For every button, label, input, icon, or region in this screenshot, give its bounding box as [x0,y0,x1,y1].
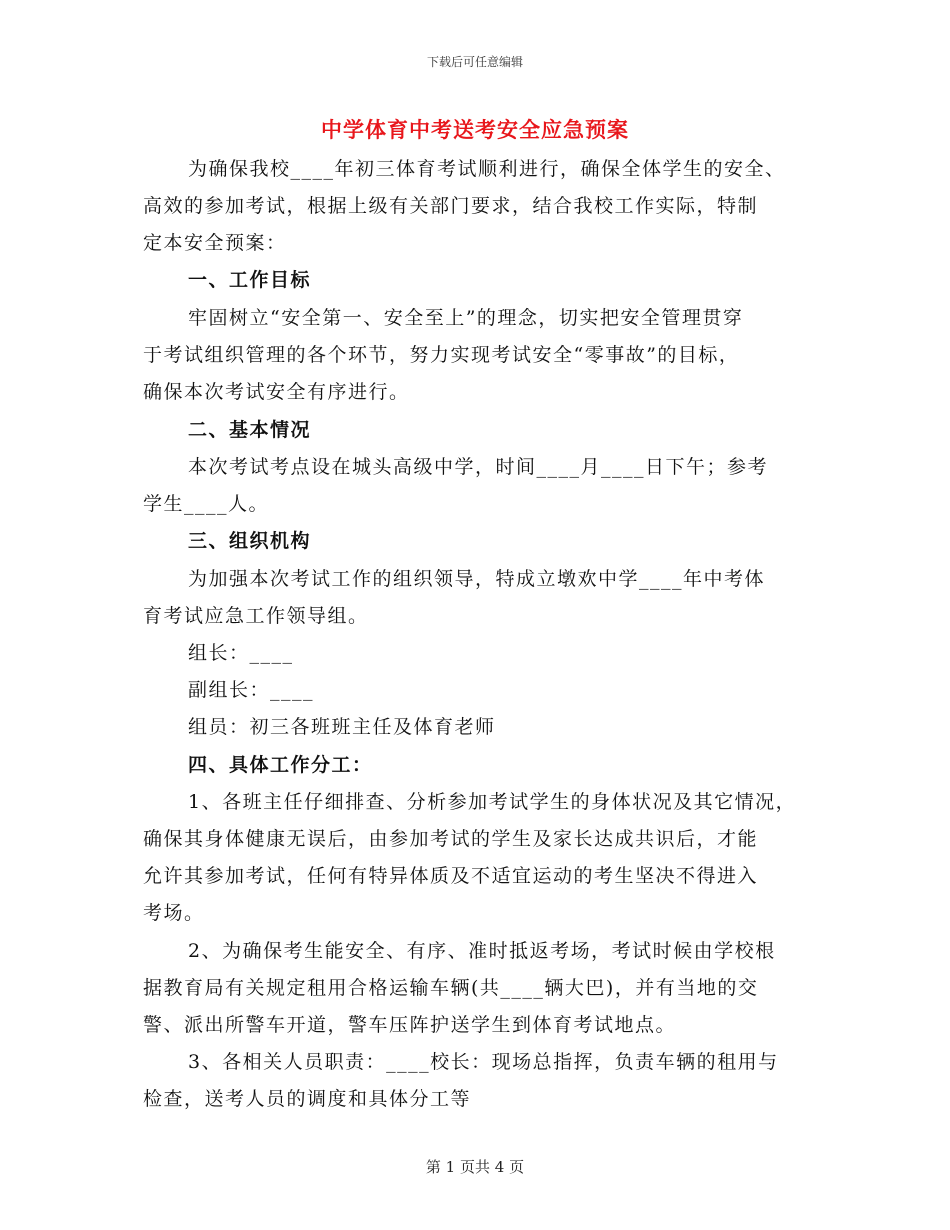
paragraph-line: 高效的参加考试，根据上级有关部门要求，结合我校工作实际，特制 [143,195,759,217]
paragraph-line: 警、派出所警车开道，警车压阵护送学生到体育考试地点。 [143,1014,677,1036]
section-heading: 一、工作目标 [188,269,312,291]
section-heading: 二、基本情况 [188,419,312,441]
paragraph-line: 组员：初三各班班主任及体育老师 [188,716,496,738]
paragraph-line: 考场。 [143,902,205,924]
paragraph-line: 确保本次考试安全有序进行。 [143,381,410,403]
paragraph-line: 检查，送考人员的调度和具体分工等 [143,1088,472,1110]
paragraph-line: 允许其参加考试，任何有特异体质及不适宜运动的考生坚决不得进入 [143,865,759,887]
section-heading: 四、具体工作分工： [188,754,373,776]
paragraph-line: 2、为确保考生能安全、有序、准时抵返考场，考试时候由学校根 [188,940,776,962]
paragraph-line: 育考试应急工作领导组。 [143,605,369,627]
paragraph-line: 组长：____ [188,642,294,664]
paragraph-line: 3、各相关人员职责：____校长：现场总指挥，负责车辆的租用与 [188,1051,779,1073]
paragraph-line: 确保其身体健康无误后，由参加考试的学生及家长达成共识后，才能 [143,828,759,850]
page-header: 下载后可任意编辑 [426,55,523,69]
paragraph-line: 定本安全预案： [143,232,287,254]
paragraph-line: 学生____人。 [143,493,270,515]
paragraph-line: 本次考试考点设在城头高级中学，时间____月____日下午；参考 [188,456,769,478]
paragraph-line: 据教育局有关规定租用合格运输车辆(共____辆大巴)，并有当地的交 [143,977,759,999]
document-title: 中学体育中考送考安全应急预案 [321,117,629,142]
paragraph-line: 为加强本次考试工作的组织领导，特成立墩欢中学____年中考体 [188,568,766,590]
page-footer: 第 1 页共 4 页 [425,1158,525,1176]
section-heading: 三、组织机构 [188,530,312,552]
paragraph-line: 于考试组织管理的各个环节，努力实现考试安全“零事故”的目标， [143,344,740,366]
paragraph-line: 1、各班主任仔细排查、分析参加考试学生的身体状况及其它情况， [188,791,797,813]
paragraph-line: 为确保我校____年初三体育考试顺利进行，确保全体学生的安全、 [188,158,786,180]
paragraph-line: 副组长：____ [188,679,315,701]
paragraph-line: 牢固树立“安全第一、安全至上”的理念，切实把安全管理贯穿 [188,307,744,329]
